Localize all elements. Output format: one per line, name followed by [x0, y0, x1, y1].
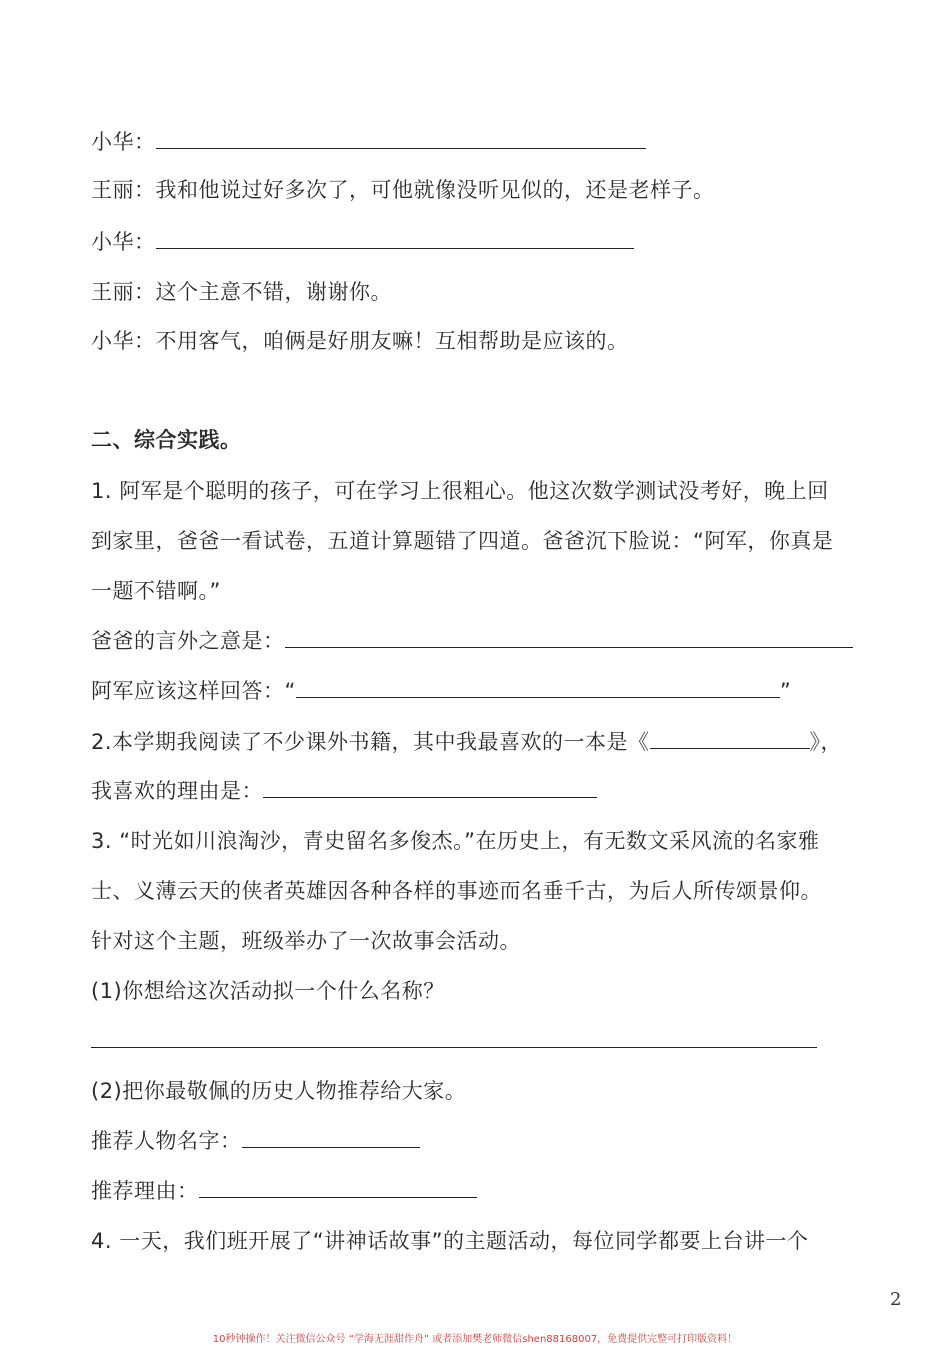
q3-sub-1: (1)你想给这次活动拟一个什么名称？ — [91, 979, 445, 1003]
q1-prompt-a — [91, 627, 853, 655]
section-title: 二、综合实践。 — [91, 428, 242, 452]
prompt-label: 爸爸的言外之意是： — [91, 629, 285, 653]
speaker: 王丽： — [91, 178, 156, 202]
q1-line-1: 1. 阿军是个聪明的孩子，可在学习上很粗心。他这次数学测试没考好，晚上回 — [91, 479, 829, 503]
book-title-blank[interactable] — [650, 728, 810, 749]
dialogue-line-1 — [91, 128, 646, 156]
q3-line-1: 3. “时光如川浪淘沙，青史留名多俊杰。”在历史上，有无数文采风流的名家雅 — [91, 829, 820, 853]
dialogue-line-2 — [91, 176, 715, 204]
q3-line-2: 士、义薄云天的侠者英雄因各种各样的事迹而名垂千古，为后人所传颂景仰。 — [91, 879, 822, 903]
q3-name-row — [91, 1127, 420, 1155]
dialogue-text: 我和他说过好多次了，可他就像没听见似的，还是老样子。 — [155, 178, 715, 202]
answer-blank[interactable] — [296, 677, 780, 698]
dialogue-line-3 — [91, 228, 634, 256]
dialogue-line-4 — [91, 278, 392, 306]
q2-line-1 — [91, 728, 842, 756]
speaker: 王丽： — [91, 280, 156, 304]
q1-prompt-b — [91, 677, 791, 705]
answer-blank[interactable] — [285, 627, 853, 648]
answer-blank[interactable] — [156, 228, 634, 249]
speaker: 小华： — [91, 130, 156, 154]
q3-line-3: 针对这个主题，班级举办了一次故事会活动。 — [91, 929, 521, 953]
speaker: 小华： — [91, 329, 156, 353]
answer-blank[interactable] — [263, 777, 597, 798]
speaker: 小华： — [91, 230, 156, 254]
page-number: 2 — [890, 1289, 902, 1310]
dialogue-text: 不用客气，咱俩是好朋友嘛！互相帮助是应该的。 — [155, 329, 629, 353]
dialogue-line-5 — [91, 327, 629, 355]
q1-line-2: 到家里，爸爸一看试卷，五道计算题错了四道。爸爸沉下脸说：“阿军，你真是 — [91, 529, 834, 553]
q4-line-1: 4. 一天，我们班开展了“讲神话故事”的主题活动，每位同学都要上台讲一个 — [91, 1229, 809, 1253]
q3-sub-2: (2)把你最敬佩的历史人物推荐给大家。 — [91, 1079, 467, 1103]
dialogue-text: 这个主意不错，谢谢你。 — [155, 280, 392, 304]
q2-text-end: 》， — [809, 730, 843, 754]
prompt-label: 我喜欢的理由是： — [91, 779, 263, 803]
q3-sub-1-answer — [91, 1027, 817, 1055]
q2-line-2 — [91, 777, 597, 805]
prompt-label: 推荐理由： — [91, 1179, 199, 1203]
answer-blank[interactable] — [242, 1127, 420, 1148]
answer-blank[interactable] — [156, 128, 646, 149]
answer-blank[interactable] — [199, 1177, 477, 1198]
q3-reason-row — [91, 1177, 477, 1205]
prompt-label: 阿军应该这样回答：“ — [91, 679, 296, 703]
quote-close: ” — [779, 679, 792, 703]
q2-text: 2.本学期我阅读了不少课外书籍，其中我最喜欢的一本是《 — [91, 730, 650, 754]
q1-line-3: 一题不错啊。” — [91, 579, 221, 603]
prompt-label: 推荐人物名字： — [91, 1129, 242, 1153]
footer-notice: 10秒钟操作！关注微信公众号 “学海无涯甜作舟” 或者添加樊老师微信shen88168007，免费提供完整可打印版资料！ — [212, 1334, 738, 1345]
answer-blank[interactable] — [91, 1027, 817, 1048]
